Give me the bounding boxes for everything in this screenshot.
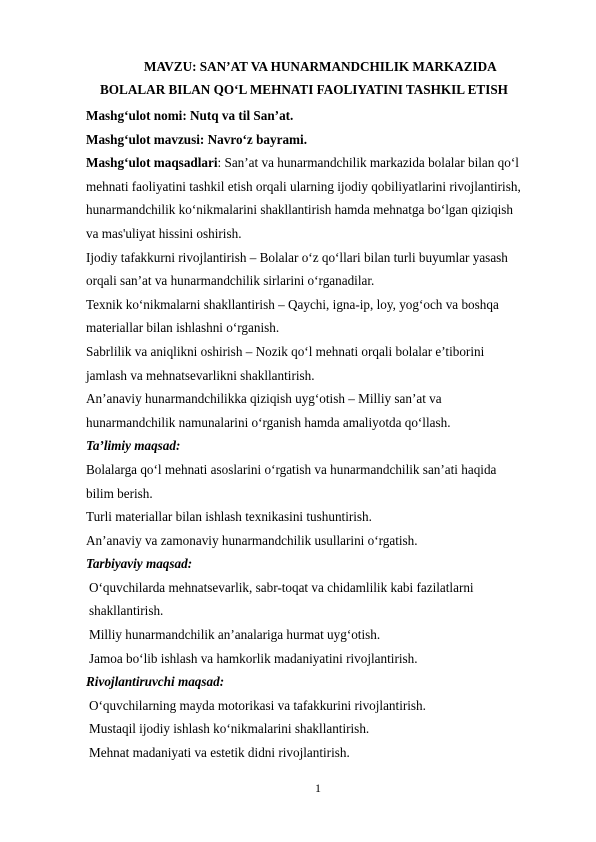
text-line: Texnik ko‘nikmalarni shakllantirish – Qaychi, igna-ip, loy, yog‘och va boshqa bbox=[86, 296, 499, 312]
text-line: bilim berish. bbox=[86, 485, 153, 501]
text-line: shakllantirish. bbox=[89, 603, 164, 619]
lesson-goals-label: Mashg‘ulot maqsadlari bbox=[86, 155, 218, 171]
text-line: Jamoa bo‘lib ishlash va hamkorlik madaniyatini rivojlantirish. bbox=[89, 650, 418, 666]
text-line: An’anaviy va zamonaviy hunarmandchilik usullarini o‘rgatish. bbox=[86, 532, 418, 548]
text-line: Mehnat madaniyati va estetik didni rivojlantirish. bbox=[89, 745, 350, 761]
text-line: Sabrlilik va aniqlikni oshirish – Nozik qo‘l mehnati orqali bolalar e’tiborini bbox=[86, 343, 485, 359]
document-body bbox=[86, 104, 526, 765]
text-line: Ijodiy tafakkurni rivojlantirish – Bolalar o‘z qo‘llari bilan turli buyumlar yasash bbox=[86, 249, 508, 265]
text-line: va mas'uliyat hissini oshirish. bbox=[86, 225, 242, 241]
text-line: An’anaviy hunarmandchilikka qiziqish uyg‘otish – Milliy san’at va bbox=[86, 391, 442, 407]
page-number: 1 bbox=[315, 781, 321, 795]
text-line: jamlash va mehnatsevarlikni shakllantirish. bbox=[86, 367, 315, 383]
text-line: hunarmandchilik namunalarini o‘rganish hamda amaliyotda qo‘llash. bbox=[86, 414, 451, 430]
text-line: mehnati faoliyatini tashkil etish orqali ularning ijodiy qobiliyatlarini rivojlantirish, bbox=[86, 178, 521, 194]
section-heading-educational: Ta’limiy maqsad: bbox=[86, 438, 181, 454]
lesson-goals-line bbox=[86, 151, 526, 175]
title-line-2: BOLALAR BILAN QO‘L MEHNATI FAOLIYATINI TASHKIL ETISH bbox=[100, 82, 508, 97]
text-line: Bolalarga qo‘l mehnati asoslarini o‘rgatish va hunarmandchilik san’ati haqida bbox=[86, 461, 497, 477]
text-line: orqali san’at va hunarmandchilik sirlarini o‘rganadilar. bbox=[86, 273, 375, 289]
section-heading-upbringing: Tarbiyaviy maqsad: bbox=[86, 556, 193, 572]
section-heading-developmental: Rivojlantiruvchi maqsad: bbox=[86, 674, 225, 690]
lesson-goals-text: : San’at va hunarmandchilik markazida bolalar bilan qo‘l bbox=[217, 155, 519, 171]
text-line: Turli materiallar bilan ishlash texnikasini tushuntirish. bbox=[86, 509, 372, 525]
text-line: Mustaqil ijodiy ishlash ko‘nikmalarini shakllantirish. bbox=[89, 721, 370, 737]
text-line: O‘quvchilarning mayda motorikasi va tafakkurini rivojlantirish. bbox=[89, 697, 426, 713]
text-line: Milliy hunarmandchilik an’analariga hurmat uyg‘otish. bbox=[89, 627, 381, 643]
lesson-name: Mashgʻulot nomi: Nutq va til San’at. bbox=[86, 108, 294, 123]
text-line: hunarmandchilik ko‘nikmalarini shakllantirish hamda mehnatga bo‘lgan qiziqish bbox=[86, 202, 514, 218]
text-line: materiallar bilan ishlashni o‘rganish. bbox=[86, 320, 280, 336]
text-line: O‘quvchilarda mehnatsevarlik, sabr-toqat va chidamlilik kabi fazilatlarni bbox=[89, 579, 474, 595]
lesson-topic: Mashgʻulot mavzusi: Navro‘z bayrami. bbox=[86, 131, 307, 147]
title-line-1: MAVZU: SAN’AT VA HUNARMANDCHILIK MARKAZIDA bbox=[144, 59, 497, 74]
